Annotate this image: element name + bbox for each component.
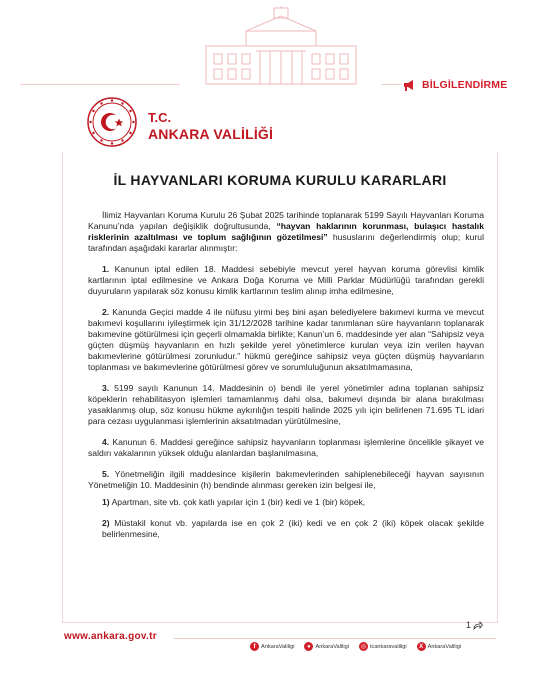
header-divider-left (20, 84, 180, 85)
intro-text-1: İlimiz Hayvanları Koruma Kurulu 26 Şubat 2025 tarihinde toplanarak 5199 Sayılı Hayvanları Koruma Kanunu’nda yapılan değişiklik doğrultusunda, (88, 210, 484, 231)
header-divider-right (382, 84, 402, 85)
decision-text: 5199 sayılı Kanunun 14. Maddesinin o) bendi ile yerel yönetimler adına toplanan sahipsiz köpeklerin rehabilitasyon işlemleri tamamlanmış dahi olsa, bakımevi dışında bir alana bırakılması yasaklanmış olup, söz konusu hükme aykırılığın tespiti halinde 2025 yılı için belirlenen 71.695 TL idari para cezası uygulanması işlemlerinin aksatılmadan yürütülmesine, (88, 383, 484, 426)
category-label: BİLGİLENDİRME (422, 79, 508, 91)
document-body (88, 210, 484, 550)
decision-text: Yönetmeliğin ilgili maddesince kişilerin bakımevlerinden sahiplenebileceği hayvan sayısının Yönetmeliğin 10. Maddesinin (h) bendinde alınması gereken izin belgesi ile, (88, 469, 485, 490)
building-illustration (186, 6, 376, 86)
sub-item-text: Müstakil konut vb. yapılarda ise en çok 2 (iki) kedi ve en çok 2 (iki) köpek olacak şekilde belirlenmesine, (102, 518, 484, 539)
page-indicator (466, 620, 483, 630)
ankara-valiligi-logo (86, 96, 138, 148)
decision-item (88, 307, 484, 373)
decision-text: Kanunun 6. Maddesi gereğince sahipsiz hayvanların toplanması işlemlerine öncelikle şikayet ve saldırı vakalarının yüksek olduğu alanlardan başlanılmasına, (88, 437, 484, 458)
decision-item (88, 437, 484, 459)
decision-text: Kanunda Geçici madde 4 ile nüfusu yirmi beş bini aşan belediyelere bakımevi kurma ve mevcut bakımevi koşullarını iyileştirmek için 31/12/2028 tarihine kadar tanımlanan süre hayvanların toplanarak bakımevine götürülmesi için geçerli olmamakla birlikte; Kanun’un 6. maddesinde yer alan “Sahipsiz veya güçten düşmüş hayvanların en hızlı şekilde yerel yönetimlerce kurulan veya izin verilen hayvan bakımevlerine götürülmesi zorunludur.” hükmü gereğince sahipsiz veya güçten düşmüş hayvanların toplanması ve bakımevlerine götürülmesi görev ve sorumluluğunun aksatılmamasına, (88, 307, 484, 372)
decision-item (88, 264, 484, 297)
share-arrow-icon (473, 621, 483, 630)
decision-number: 2. (102, 307, 110, 317)
decision-item (88, 469, 484, 491)
social-handle: tcankaravaliligi (369, 643, 407, 650)
megaphone-icon (402, 78, 416, 92)
org-line-1: T.C. (148, 110, 172, 125)
social-x[interactable] (417, 642, 461, 651)
sub-list-item (102, 518, 484, 540)
intro-text-2: hususlarını değerlendirmiş olup; kurul tarafından aşağıdaki kararlar alınmıştır: (88, 232, 484, 253)
decision-item (88, 383, 484, 427)
intro-emphasis: “hayvan haklarının korunması, bulaşıcı hastalık risklerinin azaltılması ve toplum sağlığının gözetilmesi” (88, 221, 484, 242)
social-links (250, 642, 461, 651)
social-handle: AnkaraValiligi (261, 643, 295, 650)
decision-number: 3. (102, 383, 110, 393)
sub-list-item (102, 497, 484, 508)
social-instagram[interactable] (359, 642, 407, 651)
x-icon: X (417, 642, 426, 651)
decision-text: Kanunun iptal edilen 18. Maddesi sebebiyle mevcut yerel hayvan koruma görevlisi kimlik kartlarının iptal edilmesine ve Ankara Doğa Koruma ve Milli Parklar Müdürlüğü tarafından gerekli duyuruların yapılarak söz konusu kimlik kartlarının teslim alınıp imha edilmesine, (88, 264, 485, 296)
facebook-icon: f (250, 642, 259, 651)
social-facebook[interactable] (250, 642, 294, 651)
social-handle: AnkaraValiligi (427, 643, 462, 650)
social-web[interactable] (304, 642, 348, 651)
globe-icon: ● (304, 642, 313, 651)
decision-number: 5. (102, 469, 110, 479)
social-handle: AnkaraValiligi (315, 643, 349, 650)
page-number: 1 (466, 620, 472, 630)
website-link[interactable]: www.ankara.gov.tr (64, 631, 157, 642)
footer-divider (174, 638, 496, 639)
sub-item-text: Apartman, site vb. çok katlı yapılar için 1 (bir) kedi ve 1 (bir) köpek, (111, 497, 366, 507)
sub-item-number: 2) (102, 518, 110, 528)
decision-number: 4. (102, 437, 110, 447)
sub-list (88, 497, 484, 540)
org-line-2: ANKARA VALİLİĞİ (148, 126, 274, 142)
document-title: İL HAYVANLARI KORUMA KURULU KARARLARI (113, 172, 447, 188)
decision-number: 1. (102, 264, 110, 274)
sub-item-number: 1) (102, 497, 110, 507)
category-badge (402, 76, 507, 94)
intro-paragraph (88, 210, 484, 254)
instagram-icon: ◎ (360, 644, 367, 650)
